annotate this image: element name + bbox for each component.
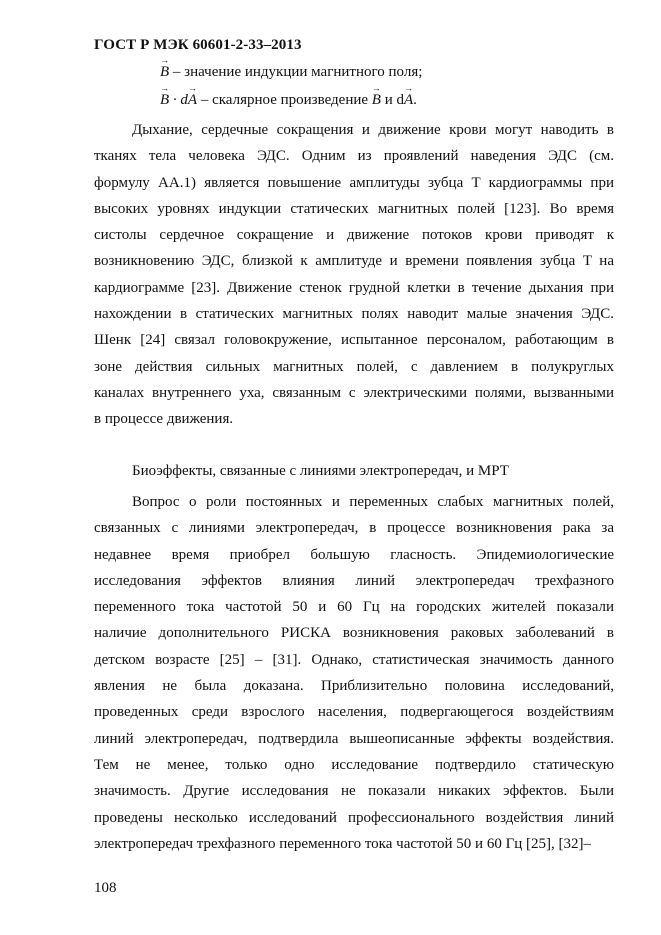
paragraph-line: недавнее время приобрел большую гласность. Эпидемиологические (94, 546, 614, 563)
paragraph-line: зоне действия сильных магнитных полей, с давлением в полукруглых (94, 358, 614, 375)
paragraph-line: значимость. Другие исследования не показали никаких эффектов. Были (94, 783, 614, 800)
symbol-b-vector: → B (160, 92, 169, 109)
dot-operator: · d (169, 92, 188, 108)
paragraph-breathing (94, 117, 614, 433)
paragraph-line: Вопрос о роли постоянных и переменных слабых магнитных полей, (132, 494, 614, 510)
paragraph-line: наличие дополнительного РИСКА возникновения раковых заболеваний в (94, 625, 614, 642)
paragraph-line: переменного тока частотой 50 и 60 Гц на городских жителей показали (94, 599, 614, 616)
paragraph-line: связанных с линиями электропередач, в процессе возникновения рака за (94, 520, 614, 537)
paragraph-line: тканях тела человека ЭДС. Одним из проявлений наведения ЭДС (см. (94, 148, 614, 165)
paragraph-line: проведены несколько исследований профессионального воздействия линий (94, 809, 614, 826)
paragraph-line: электропередач трехфазного переменного тока частотой 50 и 60 Гц [25], [32]– (94, 835, 592, 852)
document-header: ГОСТ Р МЭК 60601-2-33–2013 (94, 37, 302, 53)
symbol-b: → B (160, 64, 169, 81)
definition-scalar-text: – скалярное произведение (197, 92, 372, 108)
definition-end: . (413, 92, 417, 108)
paragraph-line: кардиограмме [23]. Движение стенок грудной клетки в течение дыхания при (94, 279, 614, 296)
paragraph-line: систолы сердечное сокращение и движение потоков крови приводят к (94, 227, 614, 244)
paragraph-line: Тем не менее, только одно исследование подтвердило статическую (94, 756, 614, 773)
definition-b-text: – значение индукции магнитного поля; (169, 64, 423, 80)
paragraph-line: высоких уровнях индукции статических магнитных полей [123]. Во время (94, 200, 614, 217)
page-number: 108 (94, 880, 117, 896)
symbol-b-vector-2: → B (372, 92, 381, 109)
paragraph-line: исследования эффектов влияния линий электропередач трехфазного (94, 572, 614, 589)
symbol-a-vector: → A (188, 92, 197, 109)
paragraph-line: в процессе движения. (94, 411, 234, 428)
paragraph-line: формулу АА.1) является повышение амплитуды зубца T кардиограммы при (94, 174, 614, 191)
conjunction-text: и d (380, 92, 404, 108)
paragraph-line: возникновению ЭДС, близкой к амплитуде и времени появления зубца T на (94, 253, 614, 270)
paragraph-line: нахождении в статических магнитных полях наводит малые значения ЭДС. (94, 306, 614, 323)
definition-scalar-product (160, 92, 417, 109)
paragraph-line: явления не была доказана. Приблизительно половина исследований, (94, 678, 614, 695)
paragraph-line: Дыхание, сердечные сокращения и движение крови могут наводить в (132, 122, 614, 138)
definition-b (160, 64, 422, 81)
paragraph-line: каналах внутреннего уха, связанным с электрическими полями, вызванными (94, 384, 614, 401)
paragraph-line: линий электропередач, подтвердила вышеописанные эффекты воздействия. (94, 730, 614, 747)
paragraph-line: проведенных среди взрослого населения, подвергающегося воздействиям (94, 704, 614, 721)
section-subheading: Биоэффекты, связанные с линиями электропередач, и МРТ (132, 463, 509, 479)
paragraph-line: детском возрасте [25] – [31]. Однако, статистическая значимость данного (94, 651, 614, 668)
symbol-a-vector-2: → A (404, 92, 413, 109)
paragraph-line: Шенк [24] связал головокружение, испытанное персоналом, работающим в (94, 332, 614, 349)
paragraph-power-lines (94, 489, 614, 857)
